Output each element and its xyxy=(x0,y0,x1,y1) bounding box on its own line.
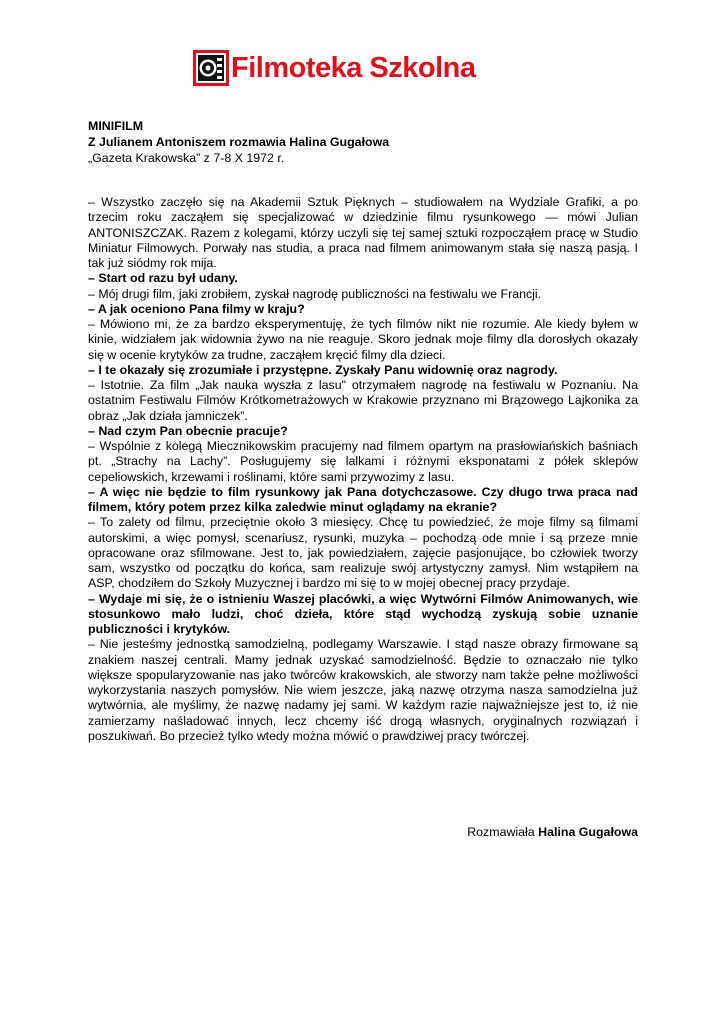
logo-text: Filmoteka Szkolna xyxy=(231,52,476,84)
article-subtitle: Z Julianem Antoniszem rozmawia Halina Gugałowa xyxy=(88,134,390,149)
interview-answer: – Istotnie. Za film „Jak nauka wyszła z lasu" otrzymałem nagrodę na festiwalu w Poznaniu. Na ostatnim Festiwalu Filmów Krótkometrażowych w Krakowie przyznano mi Brązowego Lajkonika za obraz „Jak działa jamniczek”. xyxy=(88,378,638,423)
interview-question: – A jak oceniono Pana filmy w kraju? xyxy=(88,301,305,316)
film-camera-icon xyxy=(193,50,229,86)
interview-answer: – Nie jesteśmy jednostką samodzielną, podlegamy Warszawie. I stąd nasze obrazy firmowane są znakiem naszej centrali. Mamy jednak uzyskać samodzielność. Będzie to oznaczało nie tylko większe spopularyzowanie nas jako twórców krakowskich, ale stworzy nam także pełne możliwości wykorzystania naszych pomysłów. Nie wiem jeszcze, jaką nazwę otrzyma nasza samodzielna już wytwórnia, ale myślimy, że nazwę nadamy jej sami. W każdym razie najważniejsze jest to, iż nie zamierzamy naśladować innych, lecz chcemy iść drogą własnych, oryginalnych rozwiązań i poszukiwań. Bo przecież tylko wtedy można mówić o prawdziwej pracy twórczej. xyxy=(88,637,638,743)
signature-label: Rozmawiała xyxy=(467,825,535,839)
interview-question: – Wydaje mi się, że o istnieniu Waszej placówki, a więc Wytwórni Filmów Animowanych, wie stosunkowo mało ludzi, choć dzieła, które stąd wychodzą zyskują sobie uznanie publiczności i krytyków. xyxy=(88,591,638,636)
section-label: MINIFILM xyxy=(88,119,144,133)
interview-answer: – Wspólnie z kolegą Miecznikowskim pracujemy nad filmem opartym na prasłowiańskich baśniach pt. „Strachy na Lachy”. Posługujemy się lalkami i różnymi eksponatami z półek sklepów cepeliowskich, krzewami i roślinami, które sami przywozimy z lasu. xyxy=(88,439,638,484)
interview-answer: – Mój drugi film, jaki zrobiłem, zyskał nagrodę publiczności na festiwalu we Francji. xyxy=(88,286,542,301)
signature xyxy=(467,825,638,841)
article-source: „Gazeta Krakowska” z 7-8 X 1972 r. xyxy=(88,150,285,165)
interview-answer: – Mówiono mi, że za bardzo eksperymentuję, że tych filmów nikt nie rozumie. Ale kiedy byłem w kinie, widziałem jak widownia żywo na nie reaguje. Skoro jednak moje filmy dla dorosłych okazały się w ocenie krytyków za trudne, zacząłem kręcić filmy dla dzieci. xyxy=(88,317,638,362)
interview-question: – A więc nie będzie to film rysunkowy jak Pana dotychczasowe. Czy długo trwa praca nad filmem, który potem przez kilka zaledwie minut oglądamy na ekranie? xyxy=(88,484,638,514)
interview-body xyxy=(88,195,638,744)
interview-question: – Nad czym Pan obecnie pracuje? xyxy=(88,423,288,438)
signature-name: Halina Gugałowa xyxy=(538,825,638,839)
filmoteka-logo xyxy=(193,50,476,86)
interview-question: – I te okazały się zrozumiałe i przystępne. Zyskały Panu widownię oraz nagrody. xyxy=(88,362,558,377)
interview-answer: – To zalety od filmu, przeciętnie około 3 miesięcy. Chcę tu powiedzieć, że moje filmy są filmami autorskimi, a więc pomysł, scenariusz, rysunki, muzyka – pochodzą ode mnie i są przeze mnie opracowane oraz sfilmowane. Jest to, jak powiedziałem, zajęcie pasjonujące, bo człowiek tworzy sam, wszystko od początku do końca, sam realizuje swój artystyczny zamysł. Nim wstąpiłem na ASP, chodziłem do Szkoły Muzycznej i bardzo mi się to w mojej obecnej pracy przydaje. xyxy=(88,515,638,591)
interview-answer: – Wszystko zaczęło się na Akademii Sztuk Pięknych – studiowałem na Wydziale Grafiki, a po trzecim roku zacząłem się specjalizować w dziedzinie filmu rysunkowego — mówi Julian ANTONISZCZAK. Razem z kolegami, którzy uczyli się tej samej sztuki rozpocząłem pracę w Studio Miniatur Filmowych. Porwały nas studia, a praca nad filmem animowanym stała się naszą pasją. I tak już siódmy rok mija. xyxy=(88,195,638,270)
interview-question: – Start od razu był udany. xyxy=(88,271,238,286)
article-header xyxy=(88,119,638,166)
